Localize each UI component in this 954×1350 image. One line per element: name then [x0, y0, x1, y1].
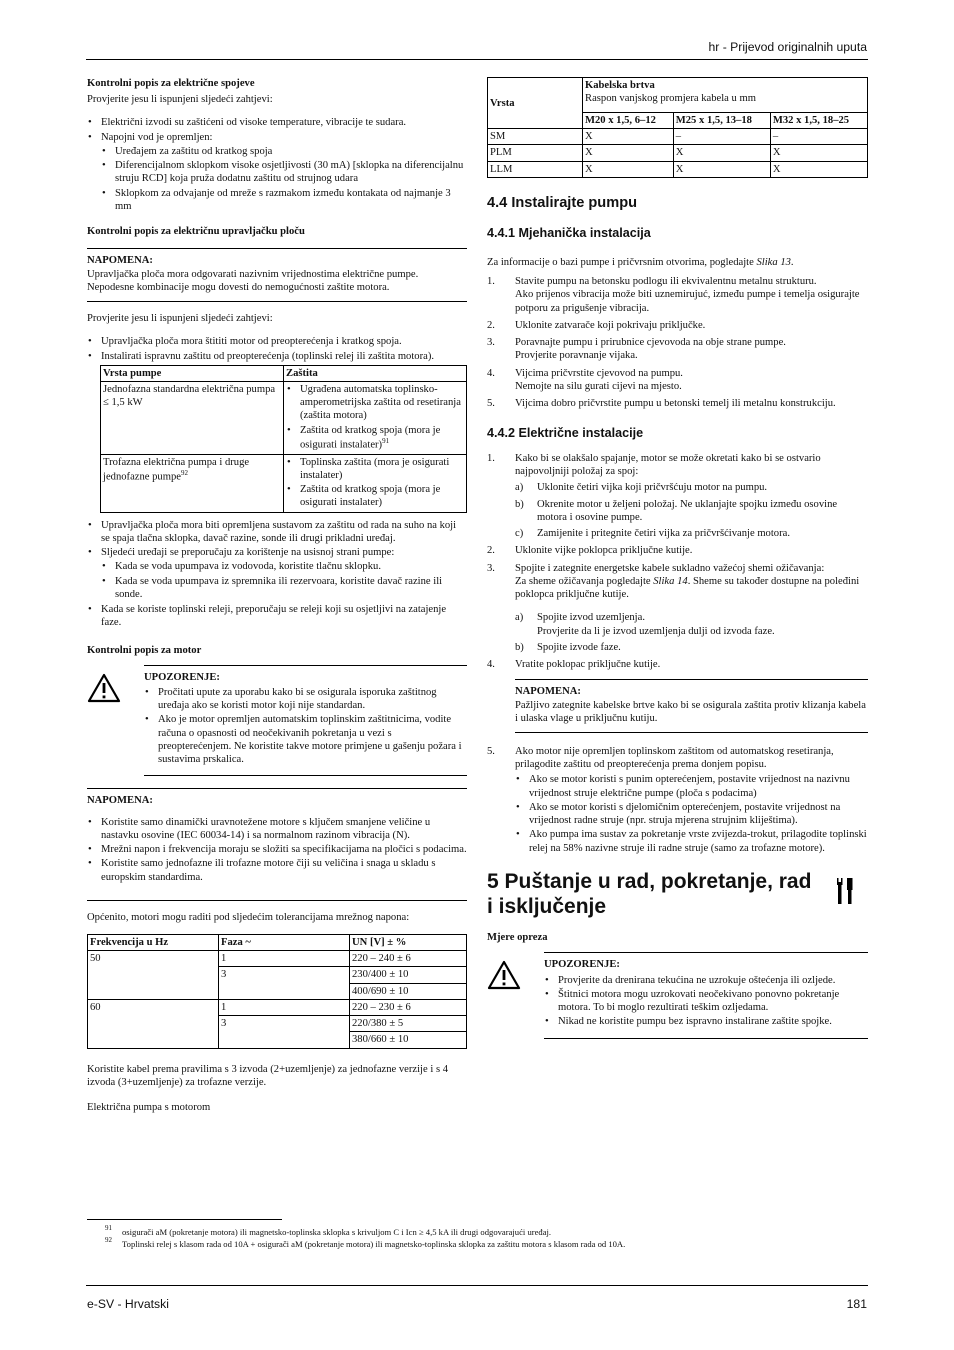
mech-intro: Za informacije o bazi pumpe i pričvrsnim otvorima, pogledajte Slika 13.	[487, 256, 794, 268]
checklist-intro: Provjerite jesu li ispunjeni sljedeći zahtjevi:	[87, 313, 273, 325]
table-row	[101, 454, 467, 512]
list-item: • Diferencijalnom sklopkom visoke osjetljivosti (30 mA) [sklopka na diferencijalnu struju RCD] koja pruža dodatnu zaštitu od strujnog udara	[101, 159, 467, 185]
chapter-heading: 5 Puštanje u rad, pokretanje, rad i isključenje	[487, 869, 868, 919]
checklist-control-panel-list-b	[87, 519, 467, 630]
list-item: 2. Uklonite vijke poklopca priključne kutije.	[487, 545, 693, 557]
left-column	[87, 77, 467, 1120]
list-item: • Upravljačka ploča mora štititi motor od preopterećenja i kratkog spoja.	[87, 335, 467, 348]
table-cell: Jednofazna standardna električna pumpa ≤ 1,5 kW	[101, 381, 284, 454]
table-cell: 60	[88, 999, 219, 1048]
table-cell: 220 – 230 ± 6	[350, 999, 467, 1015]
table-cell: X	[673, 161, 770, 177]
table-row	[488, 129, 868, 145]
table-cell: –	[673, 129, 770, 145]
sub-item: b) Okrenite motor u željeni položaj. Ne uklanjajte spojku između osovine motora i osovine pumpe.	[515, 498, 838, 523]
list-item: 1. Kako bi se olakšalo spajanje, motor se može okretati kako bi se ostvario najpovoljniji položaj za spoj: a) Uklonite četiri vijka koji pričvršćuju motor na pumpu. b) Okrenite motor u željeni položaj. Ne uklanjajte spojku između osovine motora i osovine pumpe. c) Zamijenite i pritegnite četiri vijka za pričvršćivanje motora.	[487, 452, 868, 540]
footnote-ref: 92	[180, 468, 188, 477]
list-item: • Električni izvodi su zaštićeni od visoke temperature, vibracije te sudara.	[87, 116, 467, 129]
right-column	[487, 77, 868, 1051]
table-cell: 230/400 ± 10	[350, 967, 467, 983]
table-cell: 220 – 240 ± 6	[350, 951, 467, 967]
list-item: • Kada se voda upumpava iz vodovoda, koristite tlačnu sklopku.	[101, 560, 467, 573]
list-item: • Koristite samo dinamički uravnotežene motore s ključem smanjene veličine u nastavku osovine (IEC 60034-14) i sa normalnom razinom vibracija (N).	[87, 816, 467, 842]
list-item: • Mrežni napon i frekvencija moraju se složiti sa specifikacijama na pločici s podacima.	[87, 843, 467, 856]
precautions-title: Mjere opreza	[487, 932, 548, 944]
list-item: • Ako pumpa ima sustav za pokretanje vrste zvijezda-trokut, prilagodite toplinski relej na 58% nazivne struje ili radne struje (samo za trofazne motore).	[515, 828, 868, 854]
list-item: 4. Vijcima pričvrstite cjevovod na pumpu. Nemojte na silu gurati cijevi na mjesto.	[487, 367, 683, 392]
footnote-rule	[87, 1219, 282, 1220]
warning-box	[487, 952, 868, 1038]
page-header-title: hr - Prijevod originalnih uputa	[708, 40, 867, 54]
table-cell: 220/380 ± 5	[350, 1016, 467, 1032]
table-cell	[284, 381, 467, 454]
table-cell: X	[770, 145, 867, 161]
sub-item: a) Spojite izvod uzemljenja. Provjerite da li je izvod uzemljenja dulji od izvoda faze.	[515, 612, 775, 637]
list-item: • Instalirati ispravnu zaštitu od preopterećenja (toplinski relej ili zaštita motora).	[87, 350, 467, 363]
list-item: • Pročitati upute za uporabu kako bi se osigurala isporuka zaštitnog uređaja ako se koristi motor koji nije standardan.	[144, 686, 467, 712]
cable-gland-table	[487, 77, 868, 178]
warning-triangle-icon	[487, 952, 544, 1038]
page-number: 181	[846, 1297, 867, 1311]
list-item: 2. Uklonite zatvarače koji pokrivaju priključke.	[487, 319, 706, 331]
subsection-heading: 4.4.2 Električne instalacije	[487, 426, 644, 441]
table-cell: 1	[219, 999, 350, 1015]
table-header: Zaštita	[284, 365, 467, 381]
note-title: NAPOMENA:	[515, 686, 581, 698]
note-box	[515, 679, 868, 733]
sub-item: b) Spojite izvode faze.	[515, 641, 621, 653]
header-rule	[86, 59, 868, 60]
table-cell: X	[583, 145, 674, 161]
table-row	[88, 951, 467, 967]
list-item: 3. Spojite i zategnite energetske kabele sukladno važećoj shemi ožičavanja: Za sheme ožičavanja pogledajte Slika 14. Sheme su također dostupne na poleđini poklopca priključne kutije. a) Spojite izvod uzemljenja. Provjerite da li je izvod uzemljenja dulji od izvoda faze. b) Spojite izvode faze.	[487, 562, 868, 654]
list-item: 4. Vratite poklopac priključne kutije. NAPOMENA: Pažljivo zategnite kabelske brtve kako bi se osigurala zaštita protiv klizanja kabela i ulaska vlage u priključnu kutiju.	[487, 658, 868, 733]
footnotes	[105, 1224, 868, 1250]
warning-box	[87, 665, 467, 777]
mech-steps	[487, 275, 868, 410]
table-row	[488, 161, 868, 177]
checklist-intro: Provjerite jesu li ispunjeni sljedeći zahtjevi:	[87, 94, 273, 106]
table-cell: X	[673, 145, 770, 161]
note-box	[87, 248, 467, 302]
list-item: • Zaštita od kratkog spoja (mora je osigurati instalater)$^{91}$	[286, 424, 464, 452]
note-text: Upravljačka ploča mora odgovarati nazivnim vrijednostima električne pumpe. Nepodesne kombinacije mogu dovesti do nemogućnosti zaštite motora.	[87, 268, 419, 293]
protection-table	[100, 365, 467, 513]
list-item: 5. Ako motor nije opremljen toplinskom zaštitom od automatskog resetiranja, prilagodite zaštitu od preopterećenja prema donjem popisu. • Ako se motor koristi s punim opterećenjem, postavite vrijednost na nazivnu vrijednost struje električne pumpe (ploča s podacima) • Ako se motor koristi s djelomičnim opterećenjem, postavite vrijednost na vrijednost radne struje (npr. struja mjerena strujnim kliještima). • Ako pumpa ima sustav za pokretanje vrste zvijezda-trokut, prilagodite toplinski relej na 58% nazivne struje ili radne struje (samo za trofazne motore).	[487, 745, 868, 855]
list-item: 1. Stavite pumpu na betonsku podlogu ili ekvivalentnu metalnu strukturu. Ako prijenos vibracija može biti uznemirujuć, između pumpe i temelja osigurajte potporu za prigušenje vibracija.	[487, 276, 860, 314]
warning-title: UPOZORENJE:	[544, 959, 620, 971]
table-cell	[284, 454, 467, 512]
table-cell: 3	[219, 967, 350, 999]
figure-ref: Slika 14	[653, 575, 688, 587]
footer-rule	[86, 1285, 868, 1286]
list-item: • Štitnici motora mogu uzrokovati neočekivano ponovno pokretanje motora. To bi moglo rezultirati teškim ozljedama.	[544, 988, 868, 1014]
note-box	[87, 788, 467, 891]
list-item: • Nikad ne koristite pumpu bez ispravno instalirane zaštite spojke.	[544, 1015, 868, 1028]
table-header: M32 x 1,5, 18–25	[770, 113, 867, 129]
list-item: 5. Vijcima dobro pričvrstite pumpu u betonski temelj ili metalnu konstrukciju.	[487, 398, 836, 410]
table-row	[88, 999, 467, 1015]
warning-triangle-icon	[87, 665, 144, 777]
table-cell: 1	[219, 951, 350, 967]
list-item: • Ako se motor koristi s punim opterećenjem, postavite vrijednost na nazivnu vrijednost struje električne pumpe (ploča s podacima)	[515, 773, 868, 799]
list-item: 3. Poravnajte pumpu i prirubnice cjevovoda na obje strane pumpe. Provjerite poravnanje vijaka.	[487, 337, 786, 362]
list-item: • Napojni vod je opremljen: • Uređajem za zaštitu od kratkog spoja • Diferencijalnom sklopkom visoke osjetljivosti (30 mA) [sklopka na diferencijalnu struju RCD] koja pruža dodatnu zaštitu od strujnog udara • Sklopkom za odvajanje od mreže s razmakom između kontakata od najmanje 3 mm	[87, 131, 467, 213]
table-cell: X	[770, 161, 867, 177]
table-header: M20 x 1,5, 6–12	[583, 113, 674, 129]
warning-title: UPOZORENJE:	[144, 671, 220, 683]
footnote: 92 Toplinski relej s klasom rada od 10A + osigurači aM (pokretanje motora) ili magnetsko-toplinska sklopka za zaštitu motora s klasom rada od 10A.	[105, 1235, 626, 1249]
table-row	[101, 381, 467, 454]
figure-ref: Slika 13	[756, 256, 791, 268]
checklist-motor-title: Kontrolni popis za motor	[87, 644, 202, 656]
note-title: NAPOMENA:	[87, 795, 153, 807]
list-item: • Ugrađena automatska toplinsko-amperometrijska zaštita od resetiranja (zaštita motora)	[286, 383, 464, 423]
table-cell: 400/690 ± 10	[350, 983, 467, 999]
list-item: • Provjerite da drenirana tekućina ne uzrokuje oštećenja ili ozljede.	[544, 974, 868, 987]
table-cell: –	[770, 129, 867, 145]
footnote: 91 osigurači aM (pokretanje motora) ili magnetsko-toplinska sklopka s krivuljom C i Icn ≥ 4,5 kA ili drugi odgovarajući uređaj.	[105, 1224, 552, 1237]
table-header: Frekvencija u Hz	[88, 935, 219, 951]
table-header: UN [V] ± %	[350, 935, 467, 951]
cable-text: Koristite kabel prema pravilima s 3 izvoda (2+uzemljenje) za jednofazne verzije i s 4 izvoda (3+uzemljenje) za trofazne verzije.	[87, 1063, 449, 1088]
list-item: • Toplinska zaštita (mora je osigurati instalater)	[286, 456, 464, 482]
table-cell: X	[583, 161, 674, 177]
table-header: Vrsta pumpe	[101, 365, 284, 381]
table-cell: 380/660 ± 10	[350, 1032, 467, 1048]
table-cell: SM	[488, 129, 583, 145]
tolerance-intro: Općenito, motori mogu raditi pod sljedećim tolerancijama mrežnog napona:	[87, 911, 410, 923]
table-row	[488, 145, 868, 161]
electrical-steps	[487, 452, 868, 855]
table-cell: LLM	[488, 161, 583, 177]
table-header: Faza ~	[219, 935, 350, 951]
table-header: Kabelska brtva Raspon vanjskog promjera kabela u mm	[583, 78, 868, 113]
footer-doc-name: e-SV - Hrvatski	[87, 1297, 169, 1311]
footnote-ref: 91	[382, 436, 390, 445]
subsection-heading: 4.4.1 Mjehanička instalacija	[487, 226, 651, 241]
section-heading: 4.4 Instalirajte pumpu	[487, 194, 638, 211]
list-item: • Sklopkom za odvajanje od mreže s razmakom između kontakata od najmanje 3 mm	[101, 187, 467, 213]
list-item: • Koristite samo jednofazne ili trofazne motore čiji su veličina i snaga u skladu s europskim standardima.	[87, 857, 467, 883]
checklist-electrical-list	[87, 116, 467, 213]
list-item: • Sljedeći uređaji se preporučaju za korištenje na usisnoj strani pumpe: • Kada se voda upumpava iz vodovoda, koristite tlačnu sklopku. • Kada se voda upumpava iz spremnika ili rezervoara, koristite davač razine ili sonde.	[87, 546, 467, 601]
sub-item: a) Uklonite četiri vijka koji pričvršćuju motor na pumpu.	[515, 482, 768, 494]
list-item: • Upravljačka ploča mora biti opremljena sustavom za zaštitu od rada na suho na koji se spaja tlačna sklopka, davač razine, sonde ili drugi prikladni uređaj.	[87, 519, 467, 545]
checklist-electrical-title: Kontrolni popis za električne spojeve	[87, 78, 255, 89]
pump-motor-label: Električna pumpa s motorom	[87, 1102, 211, 1114]
table-cell: PLM	[488, 145, 583, 161]
table-cell: 50	[88, 951, 219, 1000]
tools-icon	[836, 877, 854, 911]
table-cell: X	[583, 129, 674, 145]
list-item: • Zaštita od kratkog spoja (mora je osigurati instalater)	[286, 483, 464, 509]
list-item: • Uređajem za zaštitu od kratkog spoja	[101, 145, 467, 158]
list-item: • Kada se koriste toplinski releji, preporučaju se releji koji su osjetljivi na zatajenje faze.	[87, 603, 467, 629]
checklist-control-panel-title: Kontrolni popis za električnu upravljačku ploču	[87, 226, 305, 238]
table-header: M25 x 1,5, 13–18	[673, 113, 770, 129]
sub-item: c) Zamijenite i pritegnite četiri vijka za pričvršćivanje motora.	[515, 528, 790, 540]
note-title: NAPOMENA:	[87, 255, 153, 267]
table-cell: 3	[219, 1016, 350, 1048]
checklist-control-panel-list	[87, 335, 467, 362]
list-item: • Kada se voda upumpava iz spremnika ili rezervoara, koristite davač razine ili sonde.	[101, 575, 467, 601]
list-item: • Ako je motor opremljen automatskim toplinskim zaštitnicima, vodite računa o opasnosti od neočekivanih pokretanja u vezi s preopterećenjem. Ne koristite takve motore primjene u gašenju požara i sustavima prskalica.	[144, 713, 467, 766]
note-text: Pažljivo zategnite kabelske brtve kako bi se osigurala zaštita protiv klizanja kabela i ulaska vlage u priključnu kutiju.	[515, 699, 866, 724]
list-item: • Ako se motor koristi s djelomičnim opterećenjem, postavite vrijednost na vrijednost radne struje (npr. struja mjerena strujnim kliještima).	[515, 801, 868, 827]
table-cell: Trofazna električna pumpa i druge jednofazne pumpe$^{92}$	[101, 454, 284, 512]
voltage-tolerance-table	[87, 934, 467, 1049]
table-header: Vrsta	[488, 78, 583, 129]
